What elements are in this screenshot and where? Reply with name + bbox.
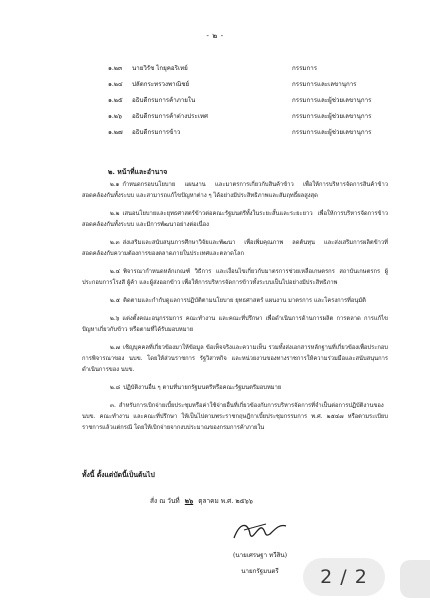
clause-text: สำหรับการเบิกจ่ายเบี้ยประชุมหรือค่าใช้จ่ายอื่นที่เกี่ยวข้องกับการบริหารจัดการที่จำเป็นต่อการปฏิบัติงานของ นบข. คณะทำงาน และคณะที่ปรึกษา ให้เป็นไปตามพระราชกฤษฎีกาเบี้ยประชุมกรรมการ พ.ศ. ๒๕๔๗ หรือตามระเบียบราชการแล้วแต่กรณี โดยให้เบิกจ่ายจากงบประมาณของกรมการค้าภายใน <box>82 403 388 431</box>
date-rest: ตุลาคม พ.ศ. ๒๕๖๖ <box>198 497 253 505</box>
clause-item <box>82 383 388 394</box>
member-name: อธิบดีกรมการข้าว <box>132 129 181 136</box>
viewer-corner-control[interactable] <box>400 560 430 598</box>
clause-number: ๒.๑ <box>110 182 120 188</box>
clause-item <box>82 314 388 336</box>
date-prefix: สั่ง ณ วันที่ <box>150 497 180 505</box>
order-date <box>150 496 253 506</box>
list-item <box>108 124 408 140</box>
clause-number: ๒.๗ <box>110 345 121 351</box>
list-item <box>108 60 408 76</box>
clause-text: กำหนดกรอบนโยบาย แผนงาน และมาตรการเกี่ยวกับสินค้าข้าว เพื่อให้การบริหารจัดการสินค้าข้าวสอดคล้องกันทั้งระบบ และสามารถแก้ไขปัญหาต่าง ๆ ได้อย่างมีประสิทธิภาพและสัมฤทธิ์ผลสูงสุด <box>82 182 388 199</box>
page-indicator: 2 / 2 <box>303 558 385 596</box>
list-item <box>108 76 408 92</box>
clause-text: เชิญบุคคลที่เกี่ยวข้องมาให้ข้อมูล ข้อเท็จจริงและความเห็น รวมทั้งส่งเอกสารหลักฐานที่เกี่ยวข้องเพื่อประกอบการพิจารณาของ นบข. โดยให้ส่วนราชการ รัฐวิสาหกิจ และหน่วยงานของทางราชการให้ความร่วมมือและสนับสนุนการดำเนินการของ นบข. <box>82 345 388 373</box>
clause-text: ส่งเสริมและสนับสนุนการศึกษาวิจัยและพัฒนา เพื่อเพิ่มคุณภาพ ลดต้นทุน และส่งเสริมการผลิตข้าวที่สอดคล้องกับความต้องการของตลาดภายในประเทศและตลาดโลก <box>82 240 388 257</box>
clause-text: ปฏิบัติงานอื่น ๆ ตามที่นายกรัฐมนตรีหรือคณะรัฐมนตรีมอบหมาย <box>123 385 282 391</box>
signer-name: (นายเศรษฐา ทวีสิน) <box>232 552 288 559</box>
member-name: นายวิรัช ไกยุคอริเทย์ <box>132 65 188 72</box>
member-number: ๑.๒๖ <box>108 113 122 120</box>
member-role: กรรมการ <box>292 65 318 72</box>
member-number: ๑.๒๗ <box>108 129 123 136</box>
member-list <box>108 60 408 140</box>
clause-number: ๒.๕ <box>110 298 121 304</box>
clause-item <box>82 401 388 434</box>
member-role: กรรมการและผู้ช่วยเลขานุการ <box>292 97 372 104</box>
list-item <box>108 108 408 124</box>
clause-text: ติดตามและกำกับดูแลการปฏิบัติตามนโยบาย ยุทธศาสตร์ แผนงาน มาตรการ และโครงการที่อนุมัติ <box>123 298 366 304</box>
clause-text: แต่งตั้งคณะอนุกรรมการ คณะทำงาน และคณะที่ปรึกษา เพื่อดำเนินการด้านการผลิต การตลาด การแก้ไขปัญหาเกี่ยวกับข้าว หรือตามที่ได้รับมอบหมาย <box>82 316 388 333</box>
clause-item <box>82 209 388 231</box>
clause-number: ๓. <box>110 403 116 409</box>
member-role: กรรมการและผู้ช่วยเลขานุการ <box>292 113 372 120</box>
member-role: กรรมการและผู้ช่วยเลขานุการ <box>292 129 372 136</box>
member-number: ๑.๒๕ <box>108 97 123 104</box>
member-name: อธิบดีกรมการค้าต่างประเทศ <box>132 113 208 120</box>
clause-item <box>82 267 388 289</box>
date-day: ๒๖ <box>184 497 194 505</box>
clause-number: ๒.๘ <box>110 385 121 391</box>
member-number: ๑.๒๔ <box>108 81 123 88</box>
clause-number: ๒.๒ <box>110 211 120 217</box>
page-number-header: - ๒ - <box>206 31 224 40</box>
clause-item <box>82 180 388 202</box>
clause-item <box>82 296 388 307</box>
clause-number: ๒.๓ <box>110 240 120 246</box>
member-name: อธิบดีกรมการค้าภายใน <box>132 97 196 104</box>
clause-number: ๒.๔ <box>110 269 121 275</box>
clause-list <box>82 180 388 441</box>
member-role: กรรมการและเลขานุการ <box>292 81 357 88</box>
closing-statement: ทั้งนี้ ตั้งแต่บัดนี้เป็นต้นไป <box>82 471 155 479</box>
section-title: ๒. หน้าที่และอำนาจ <box>108 168 168 176</box>
signer-title: นายกรัฐมนตรี <box>241 568 279 575</box>
clause-text: เสนอนโยบายและยุทธศาสตร์ข้าวต่อคณะรัฐมนตรีทั้งในระยะสั้นและระยะยาว เพื่อให้การบริหารจัดการข้าวสอดคล้องกันทั้งระบบ และมีการพัฒนาอย่างต่อเนื่อง <box>82 211 388 228</box>
clause-item <box>82 343 388 376</box>
clause-item <box>82 238 388 260</box>
clause-number: ๒.๖ <box>110 316 120 322</box>
member-name: ปลัดกระทรวงพาณิชย์ <box>132 81 190 88</box>
clause-text: พิจารณากำหนดหลักเกณฑ์ วิธีการ และเงื่อนไขเกี่ยวกับมาตรการช่วยเหลือเกษตรกร สถาบันเกษตรกร ผู้ประกอบการโรงสี ผู้ค้า และผู้ส่งออกข้าว เพื่อให้การบริหารจัดการข้าวทั้งระบบเป็นไปอย่างมีประสิทธิภาพ <box>82 269 388 286</box>
member-number: ๑.๒๓ <box>108 65 123 72</box>
signature-mark <box>230 516 290 546</box>
list-item <box>108 92 408 108</box>
